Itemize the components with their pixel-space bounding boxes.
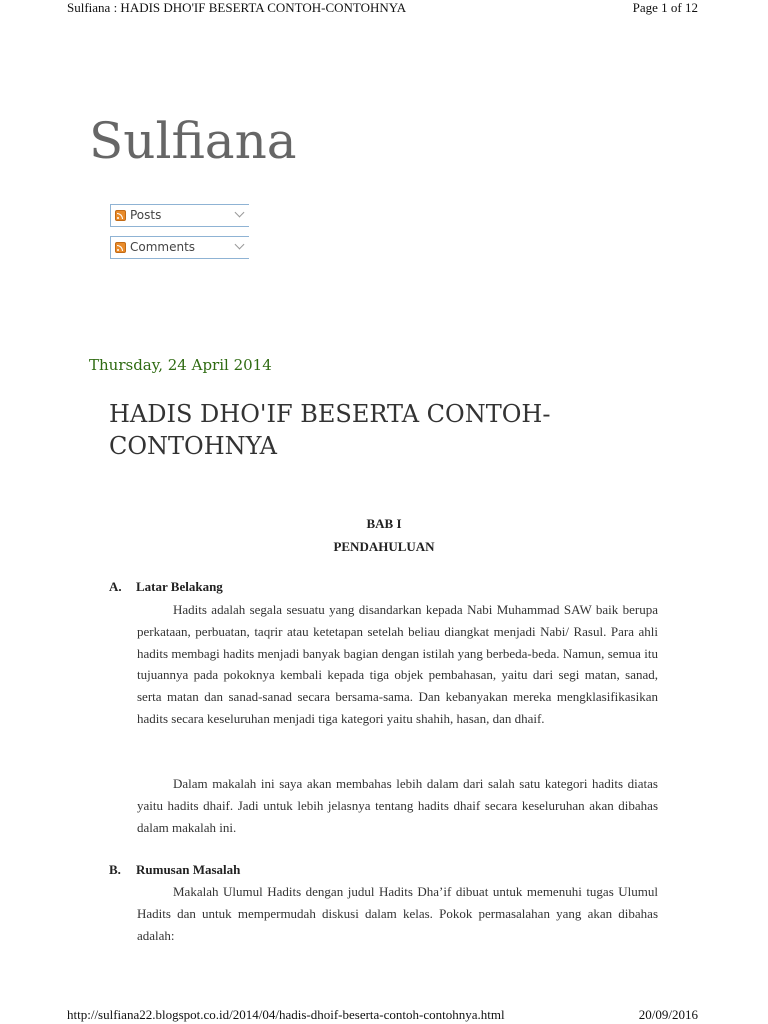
section-a-letter: A. xyxy=(109,579,122,594)
section-b-letter: B. xyxy=(109,862,121,877)
post-title[interactable]: HADIS DHO'IF BESERTA CONTOH-CONTOHNYA xyxy=(109,400,551,460)
subscribe-posts-label: Posts xyxy=(130,208,162,222)
print-footer-date: 20/09/2016 xyxy=(638,1007,698,1022)
chapter-number: BAB I xyxy=(366,516,402,531)
section-a-paragraph xyxy=(137,773,658,838)
section-a-paragraph-1-text: Hadits adalah segala sesuatu yang disandarkan kepada Nabi Muhammad SAW baik berupa perkataan, perbuatan, taqrir atau ketetapan setelah beliau diangkat menjadi Nabi/ Rasul. Para ahli hadits membagi hadits menjadi banyak bagian dengan istilah yang berbeda-beda. Namun, semua itu tujuannya pada pokoknya kembali kepada tiga objek pembahasan, yaitu dari segi matan, sanad, serta matan dan sanad-sanad secara bersama-sama. Dan kebanyakan mereka mengklasifikasikan hadits secara keseluruhan menjadi tiga kategori yaitu shahih, hasan, dan dhaif. xyxy=(137,602,658,726)
rss-feed-icon xyxy=(115,242,126,253)
rss-feed-icon xyxy=(115,210,126,221)
section-b-heading xyxy=(109,862,240,878)
print-header-title: Sulfiana : HADIS DHO'IF BESERTA CONTOH-CONTOHNYA xyxy=(67,0,407,15)
section-b-paragraph xyxy=(137,881,658,946)
section-b-paragraph-1-text: Makalah Ulumul Hadits dengan judul Hadits Dha’if dibuat untuk memenuhi tugas Ulumul Hadits dan untuk mempermudah diskusi dalam kelas. Pokok permasalahan yang akan dibahas adalah: xyxy=(137,884,658,943)
section-a-heading xyxy=(109,579,223,595)
section-a-paragraph-2-text: Dalam makalah ini saya akan membahas lebih dalam dari salah satu kategori hadits diatas yaitu hadits dhaif. Jadi untuk lebih jelasnya tentang hadits dhaif secara keseluruhan akan dibahas dalam makalah ini. xyxy=(137,776,658,835)
subscribe-posts-dropdown[interactable] xyxy=(110,204,249,227)
chapter-title: PENDAHULUAN xyxy=(333,539,435,554)
section-a-paragraph xyxy=(137,599,658,730)
subscribe-comments-label: Comments xyxy=(130,240,196,254)
section-a-title: Latar Belakang xyxy=(136,579,223,594)
print-header-page-count: Page 1 of 12 xyxy=(632,0,698,15)
blog-title[interactable]: Sulfiana xyxy=(89,112,297,170)
chevron-down-icon xyxy=(235,240,245,250)
print-footer-url: http://sulfiana22.blogspot.co.id/2014/04/hadis-dhoif-beserta-contoh-contohnya.html xyxy=(67,1007,505,1022)
subscribe-comments-dropdown[interactable] xyxy=(110,236,249,259)
chevron-down-icon xyxy=(235,208,245,218)
post-date: Thursday, 24 April 2014 xyxy=(89,356,272,374)
section-b-title: Rumusan Masalah xyxy=(136,862,241,877)
